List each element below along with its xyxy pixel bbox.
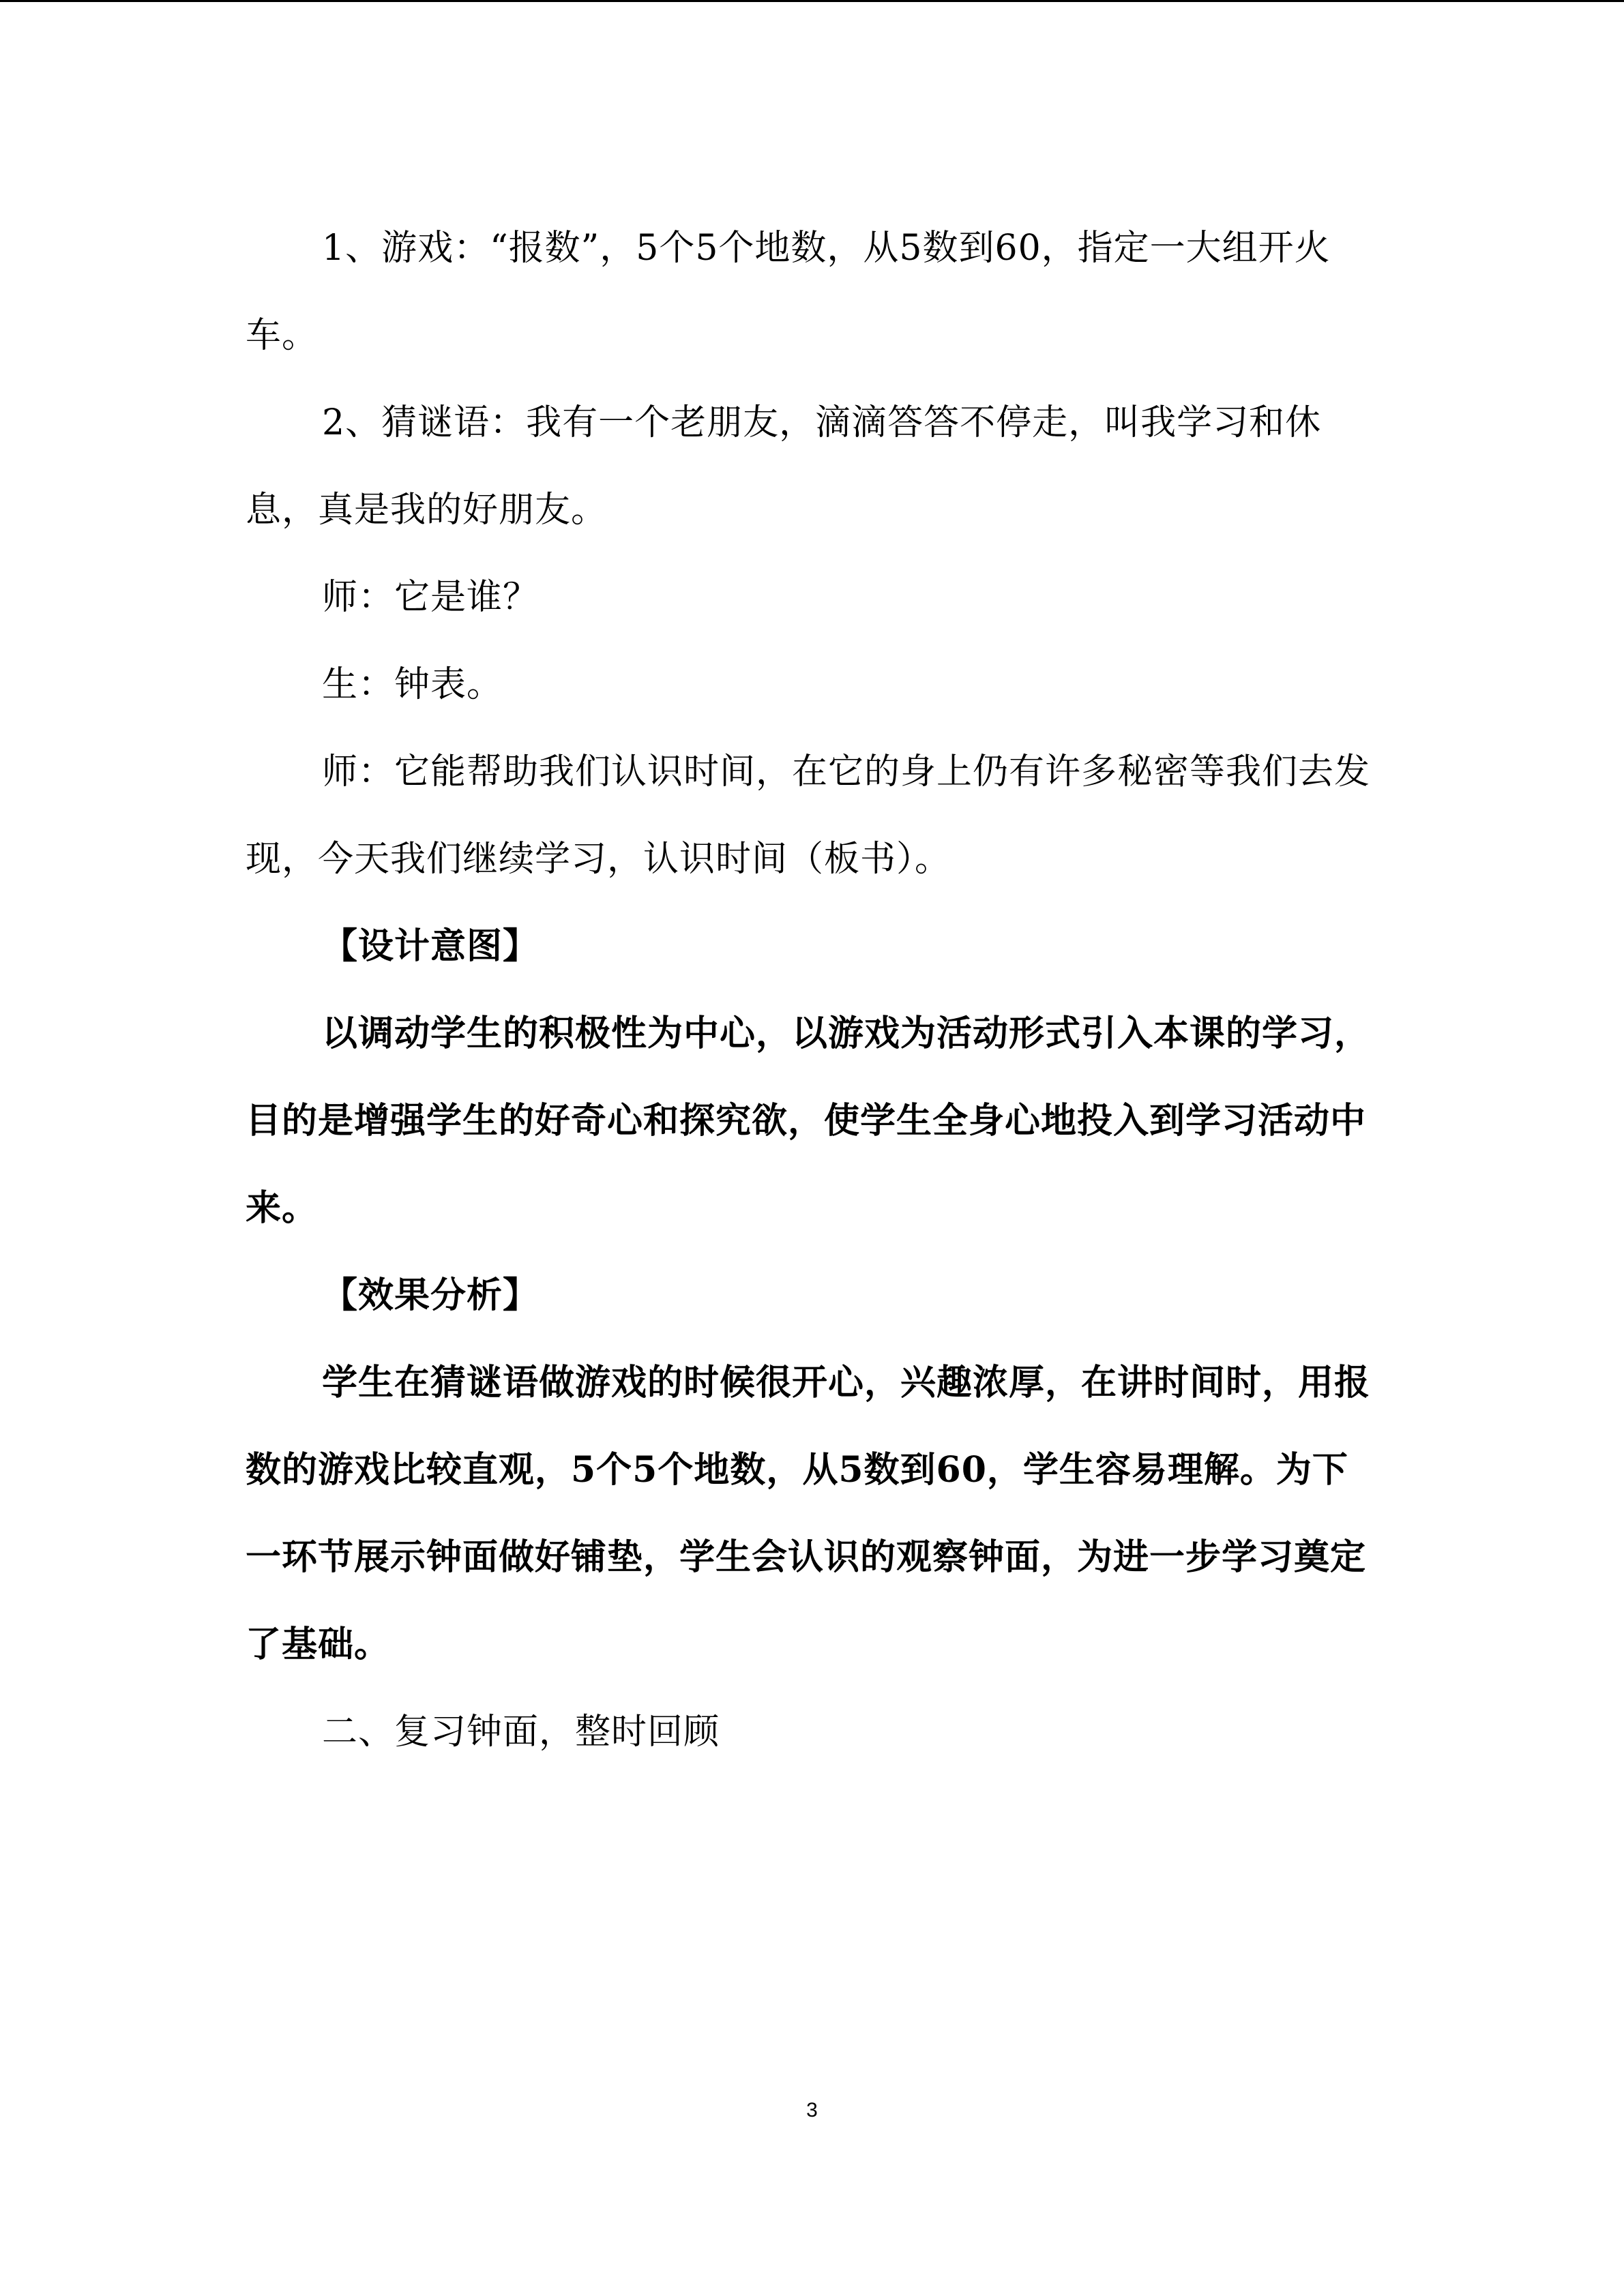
heading-design-intent: 【设计意图】	[322, 925, 540, 967]
paragraph-teacher-intro: 师：它能帮助我们认识时间，在它的身上仍有许多秘密等我们去发现，今天我们继续学习，认识时间（板书）。	[246, 751, 1371, 880]
paragraph-game-counting: 1、游戏：“报数”，5个5个地数，从5数到60，指定一大组开火车。	[246, 228, 1331, 356]
paragraph-effect-analysis: 学生在猜谜语做游戏的时候很开心，兴趣浓厚，在讲时间时，用报数的游戏比较直观，5个5个地数，从5数到60，学生容易理解。为下一环节展示钟面做好铺垫，学生会认识的观察钟面，为进一步学习奠定了基础。	[246, 1362, 1371, 1665]
heading-effect-analysis: 【效果分析】	[322, 1274, 540, 1316]
paragraph-teacher-question: 师：它是谁？	[322, 577, 540, 618]
paragraph-student-answer: 生：钟表。	[322, 664, 503, 705]
top-border-line	[0, 0, 1624, 2]
document-body	[246, 205, 1378, 1776]
section-heading-review: 二、复习钟面，整时回顾	[322, 1712, 720, 1753]
paragraph-riddle: 2、猜谜语：我有一个老朋友，滴滴答答不停走，叫我学习和休息，真是我的好朋友。	[246, 402, 1322, 531]
paragraph-design-intent: 以调动学生的积极性为中心，以游戏为活动形式引入本课的学习，目的是增强学生的好奇心和探究欲，使学生全身心地投入到学习活动中来。	[246, 1013, 1371, 1229]
page-number: 3	[806, 2099, 818, 2121]
